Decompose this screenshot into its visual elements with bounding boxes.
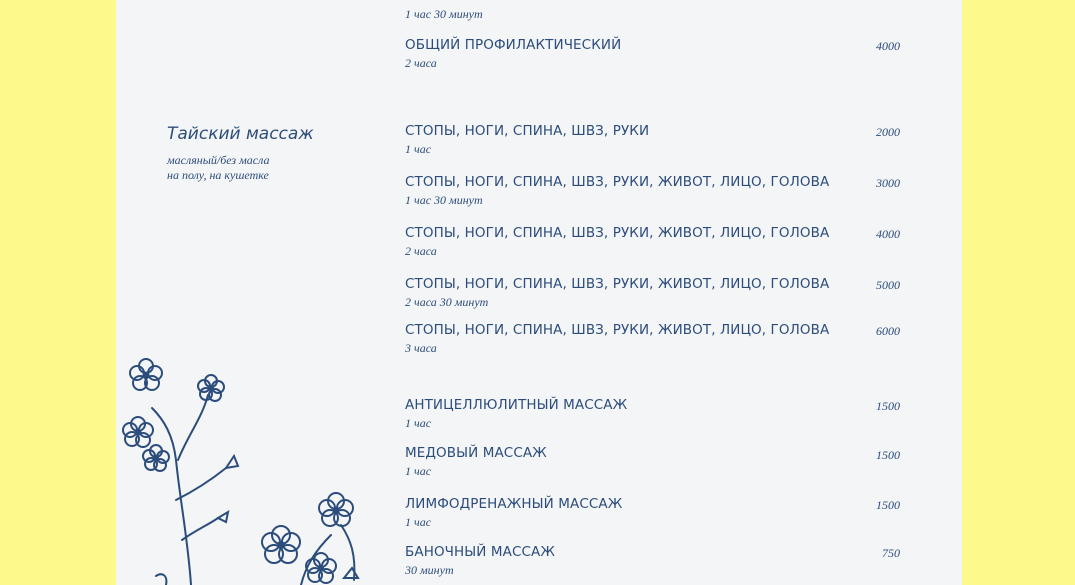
service-row bbox=[405, 225, 905, 258]
service-duration: 2 часа bbox=[405, 244, 437, 258]
service-price: 3000 bbox=[876, 176, 900, 190]
service-name: БАНОЧНЫЙ МАССАЖ bbox=[405, 544, 555, 560]
category-title: Тайский массаж bbox=[167, 124, 314, 144]
service-row bbox=[405, 544, 905, 577]
service-duration: 1 час bbox=[405, 142, 432, 156]
service-price: 4000 bbox=[876, 227, 900, 241]
service-duration: 1 час 30 минут bbox=[405, 193, 483, 207]
service-row bbox=[405, 174, 905, 207]
service-name: СТОПЫ, НОГИ, СПИНА, ШВЗ, РУКИ, ЖИВОТ, ЛИЦО, ГОЛОВА bbox=[405, 174, 830, 190]
service-name: СТОПЫ, НОГИ, СПИНА, ШВЗ, РУКИ, ЖИВОТ, ЛИЦО, ГОЛОВА bbox=[405, 276, 830, 292]
service-name: СТОПЫ, НОГИ, СПИНА, ШВЗ, РУКИ, ЖИВОТ, ЛИЦО, ГОЛОВА bbox=[405, 225, 830, 241]
service-name: ЛИМФОДРЕНАЖНЫЙ МАССАЖ bbox=[405, 496, 623, 512]
service-duration: 1 час bbox=[405, 416, 432, 430]
service-price: 1500 bbox=[876, 399, 900, 413]
service-price: 4000 bbox=[876, 39, 900, 53]
service-name: СТОПЫ, НОГИ, СПИНА, ШВЗ, РУКИ, ЖИВОТ, ЛИЦО, ГОЛОВА bbox=[405, 322, 830, 338]
service-duration: 2 часа 30 минут bbox=[405, 295, 489, 309]
service-price: 2000 bbox=[876, 125, 900, 139]
blossom-branch-icon bbox=[116, 340, 386, 585]
service-price: 5000 bbox=[876, 278, 900, 292]
service-price: 6000 bbox=[876, 324, 900, 338]
service-row bbox=[405, 397, 905, 430]
service-name: АНТИЦЕЛЛЮЛИТНЫЙ МАССАЖ bbox=[405, 397, 628, 413]
service-name: МЕДОВЫЙ МАССАЖ bbox=[405, 445, 547, 461]
service-duration: 1 час bbox=[405, 464, 432, 478]
service-duration: 1 час 30 минут bbox=[405, 7, 483, 21]
service-price: 1500 bbox=[876, 498, 900, 512]
service-price: 1500 bbox=[876, 448, 900, 462]
price-list-sheet bbox=[116, 0, 962, 585]
service-duration: 30 минут bbox=[405, 563, 454, 577]
service-row bbox=[405, 496, 905, 529]
category-note: на полу, на кушетке bbox=[167, 168, 269, 182]
service-duration: 1 час bbox=[405, 515, 432, 529]
service-name: ОБЩИЙ ПРОФИЛАКТИЧЕСКИЙ bbox=[405, 37, 622, 53]
service-row bbox=[405, 276, 905, 309]
service-row bbox=[405, 322, 905, 355]
service-row-partial bbox=[405, 0, 905, 21]
service-row bbox=[405, 123, 905, 156]
category-note: масляный/без масла bbox=[167, 153, 270, 167]
service-row-general bbox=[405, 37, 905, 70]
service-duration: 2 часа bbox=[405, 56, 437, 70]
service-duration: 3 часа bbox=[405, 341, 437, 355]
service-price: 750 bbox=[882, 546, 900, 560]
service-row bbox=[405, 445, 905, 478]
service-name: СТОПЫ, НОГИ, СПИНА, ШВЗ, РУКИ bbox=[405, 123, 650, 139]
